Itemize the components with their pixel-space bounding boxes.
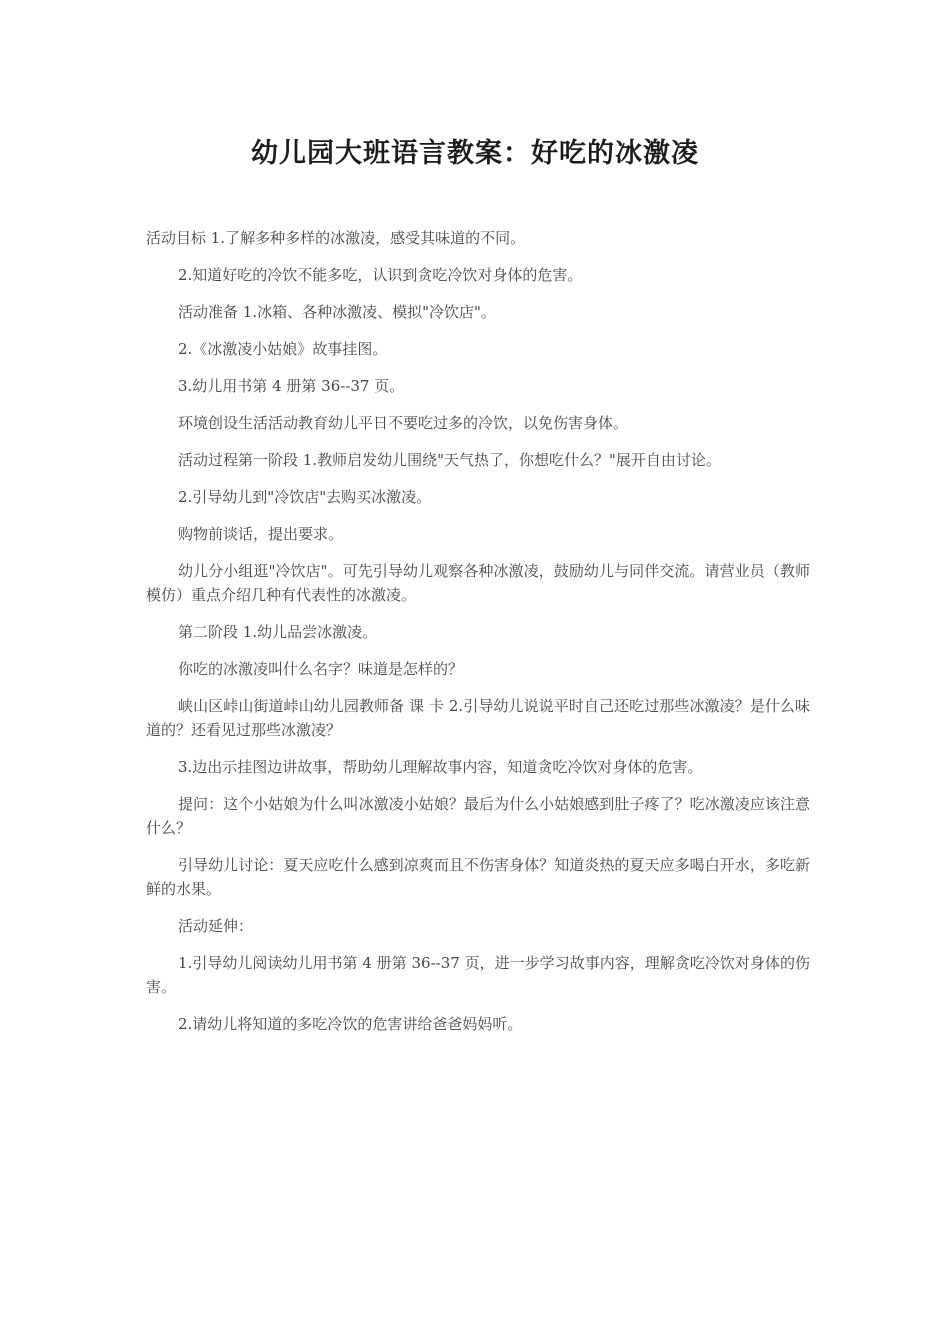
paragraph: 你吃的冰激凌叫什么名字？味道是怎样的？ [178,660,464,678]
paragraph: 2.知道好吃的冷饮不能多吃，认识到贪吃冷饮对身体的危害。 [178,266,583,284]
paragraph: 峡山区峠山街道峠山幼儿园教师备 课 卡 2.引导幼儿说说平时自己还吃过那些冰激凌？是什么味道的？还看见过那些冰激凌？ [146,697,810,739]
paragraph: 2.请幼儿将知道的多吃冷饮的危害讲给爸爸妈妈听。 [178,1015,523,1033]
paragraph: 幼儿分小组逛"冷饮店"。可先引导幼儿观察各种冰激凌，鼓励幼儿与同伴交流。请营业员（教师模仿）重点介绍几种有代表性的冰激凌。 [146,562,810,604]
paragraph-activity-preparation: 活动准备 1.冰箱、各种冰激凌、模拟"冷饮店"。 [178,303,496,321]
paragraph-stage-two: 第二阶段 1.幼儿品尝冰激凌。 [178,623,378,641]
paragraph: 提问：这个小姑娘为什么叫冰激凌小姑娘？最后为什么小姑娘感到肚子疼了？吃冰激凌应该注意什么？ [146,795,810,837]
paragraph: 1.引导幼儿阅读幼儿用书第 4 册第 36--37 页，进一步学习故事内容，理解贪吃冷饮对身体的伤害。 [146,954,810,996]
paragraph-activity-extension: 活动延伸： [178,917,254,935]
paragraph: 2.《冰激凌小姑娘》故事挂图。 [178,340,388,358]
paragraph: 引导幼儿讨论：夏天应吃什么感到凉爽而且不伤害身体？知道炎热的夏天应多喝白开水，多吃新鲜的水果。 [146,856,810,898]
paragraph: 2.引导幼儿到"冷饮店"去购买冰激凌。 [178,488,432,506]
paragraph-environment: 环境创设生活活动教育幼儿平日不要吃过多的冷饮，以免伤害身体。 [178,414,629,432]
paragraph-activity-goals: 活动目标 1.了解多种多样的冰激凌，感受其味道的不同。 [146,229,526,247]
paragraph: 3.边出示挂图边讲故事，帮助幼儿理解故事内容，知道贪吃冷饮对身体的危害。 [178,758,703,776]
document-body [146,226,810,1049]
paragraph: 3.幼儿用书第 4 册第 36--37 页。 [178,377,405,395]
paragraph: 购物前谈话，提出要求。 [178,525,344,543]
document-title: 幼儿园大班语言教案：好吃的冰激凌 [251,138,699,169]
paragraph-activity-process: 活动过程第一阶段 1.教师启发幼儿围绕"天气热了，你想吃什么？"展开自由讨论。 [178,451,721,469]
